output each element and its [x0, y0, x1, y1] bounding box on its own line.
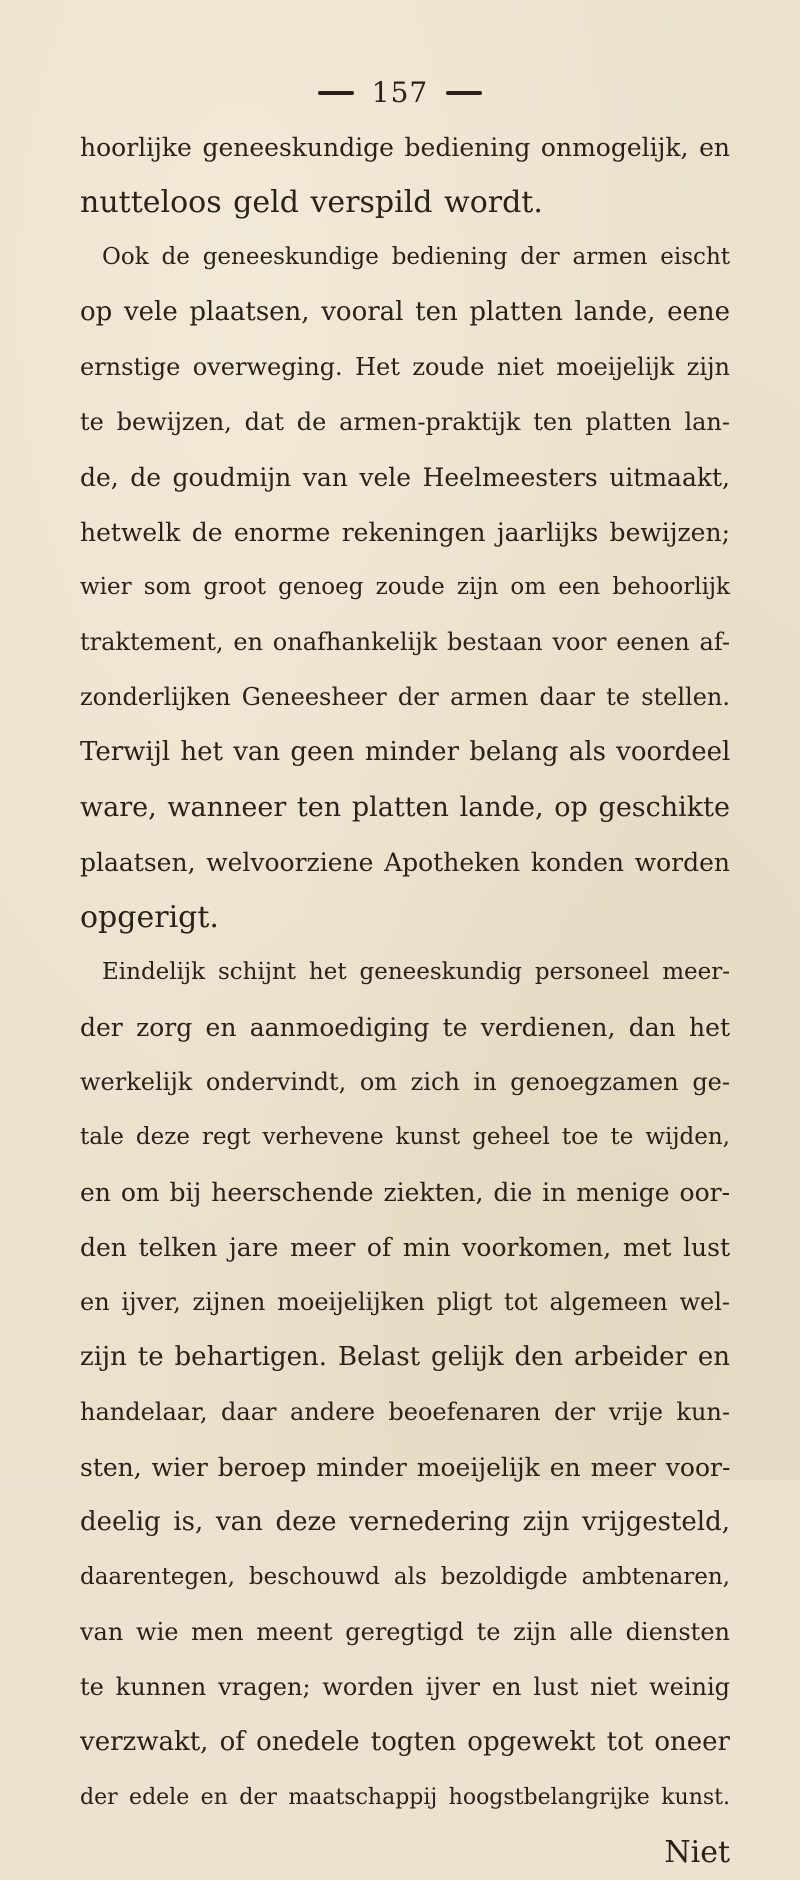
- text-line: hoorlijke geneeskundige bediening onmogelijk, en: [80, 133, 730, 162]
- text-line: en ijver, zijnen moeijelijken pligt tot algemeen wel-: [80, 1288, 730, 1316]
- text-line: op vele plaatsen, vooral ten platten lande, eene: [80, 297, 730, 327]
- text-line: opgerigt.: [80, 900, 219, 935]
- text-line: hetwelk de enorme rekeningen jaarlijks bewijzen;: [80, 518, 730, 547]
- text-line: plaatsen, welvoorziene Apotheken konden worden: [80, 848, 730, 877]
- text-line: van wie men meent geregtigd te zijn alle diensten: [80, 1618, 730, 1646]
- text-line: werkelijk ondervindt, om zich in genoegzamen ge-: [80, 1068, 730, 1096]
- text-line: der edele en der maatschappij hoogstbelangrijke kunst.: [80, 1785, 730, 1810]
- catchword: Niet: [664, 1835, 730, 1870]
- right-ornament-rule: [446, 91, 482, 95]
- paragraph-start-line: Ook de geneeskundige bediening der armen eischt: [102, 244, 730, 270]
- text-line: der zorg en aanmoediging te verdienen, dan het: [80, 1013, 730, 1042]
- text-line: tale deze regt verhevene kunst geheel toe te wijden,: [80, 1124, 730, 1150]
- text-line: sten, wier beroep minder moeijelijk en meer voor-: [80, 1453, 731, 1482]
- text-line: verzwakt, of onedele togten opgewekt tot oneer: [80, 1727, 730, 1757]
- paragraph-start-line: Eindelijk schijnt het geneeskundig personeel meer-: [102, 959, 730, 985]
- text-line: zijn te behartigen. Belast gelijk den arbeider en: [80, 1342, 730, 1372]
- page-header: [0, 76, 800, 109]
- text-line: deelig is, van deze vernedering zijn vrijgesteld,: [80, 1507, 730, 1537]
- text-line: ware, wanneer ten platten lande, op geschikte: [80, 792, 730, 823]
- text-line: wier som groot genoeg zoude zijn om een behoorlijk: [80, 574, 730, 600]
- text-line: ernstige overweging. Het zoude niet moeijelijk zijn: [80, 353, 730, 381]
- text-line: Terwijl het van geen minder belang als voordeel: [80, 737, 731, 767]
- left-ornament-rule: [318, 91, 354, 95]
- text-line: daarentegen, beschouwd als bezoldigde ambtenaren,: [80, 1564, 730, 1590]
- text-line: den telken jare meer of min voorkomen, met lust: [80, 1233, 730, 1262]
- text-line: traktement, en onafhankelijk bestaan voor eenen af-: [80, 628, 730, 656]
- text-line: handelaar, daar andere beoefenaren der vrije kun-: [80, 1398, 730, 1426]
- body-text: [80, 120, 730, 1880]
- page-number: 157: [371, 76, 429, 109]
- text-line: nutteloos geld verspild wordt.: [80, 185, 543, 220]
- text-line: te kunnen vragen; worden ijver en lust niet weinig: [80, 1673, 730, 1701]
- text-line: de, de goudmijn van vele Heelmeesters uitmaakt,: [80, 463, 730, 492]
- text-line: zonderlijken Geneesheer der armen daar te stellen.: [80, 683, 730, 711]
- text-line: en om bij heerschende ziekten, die in menige oor-: [80, 1178, 731, 1207]
- text-line: te bewijzen, dat de armen-praktijk ten platten lan-: [80, 408, 730, 436]
